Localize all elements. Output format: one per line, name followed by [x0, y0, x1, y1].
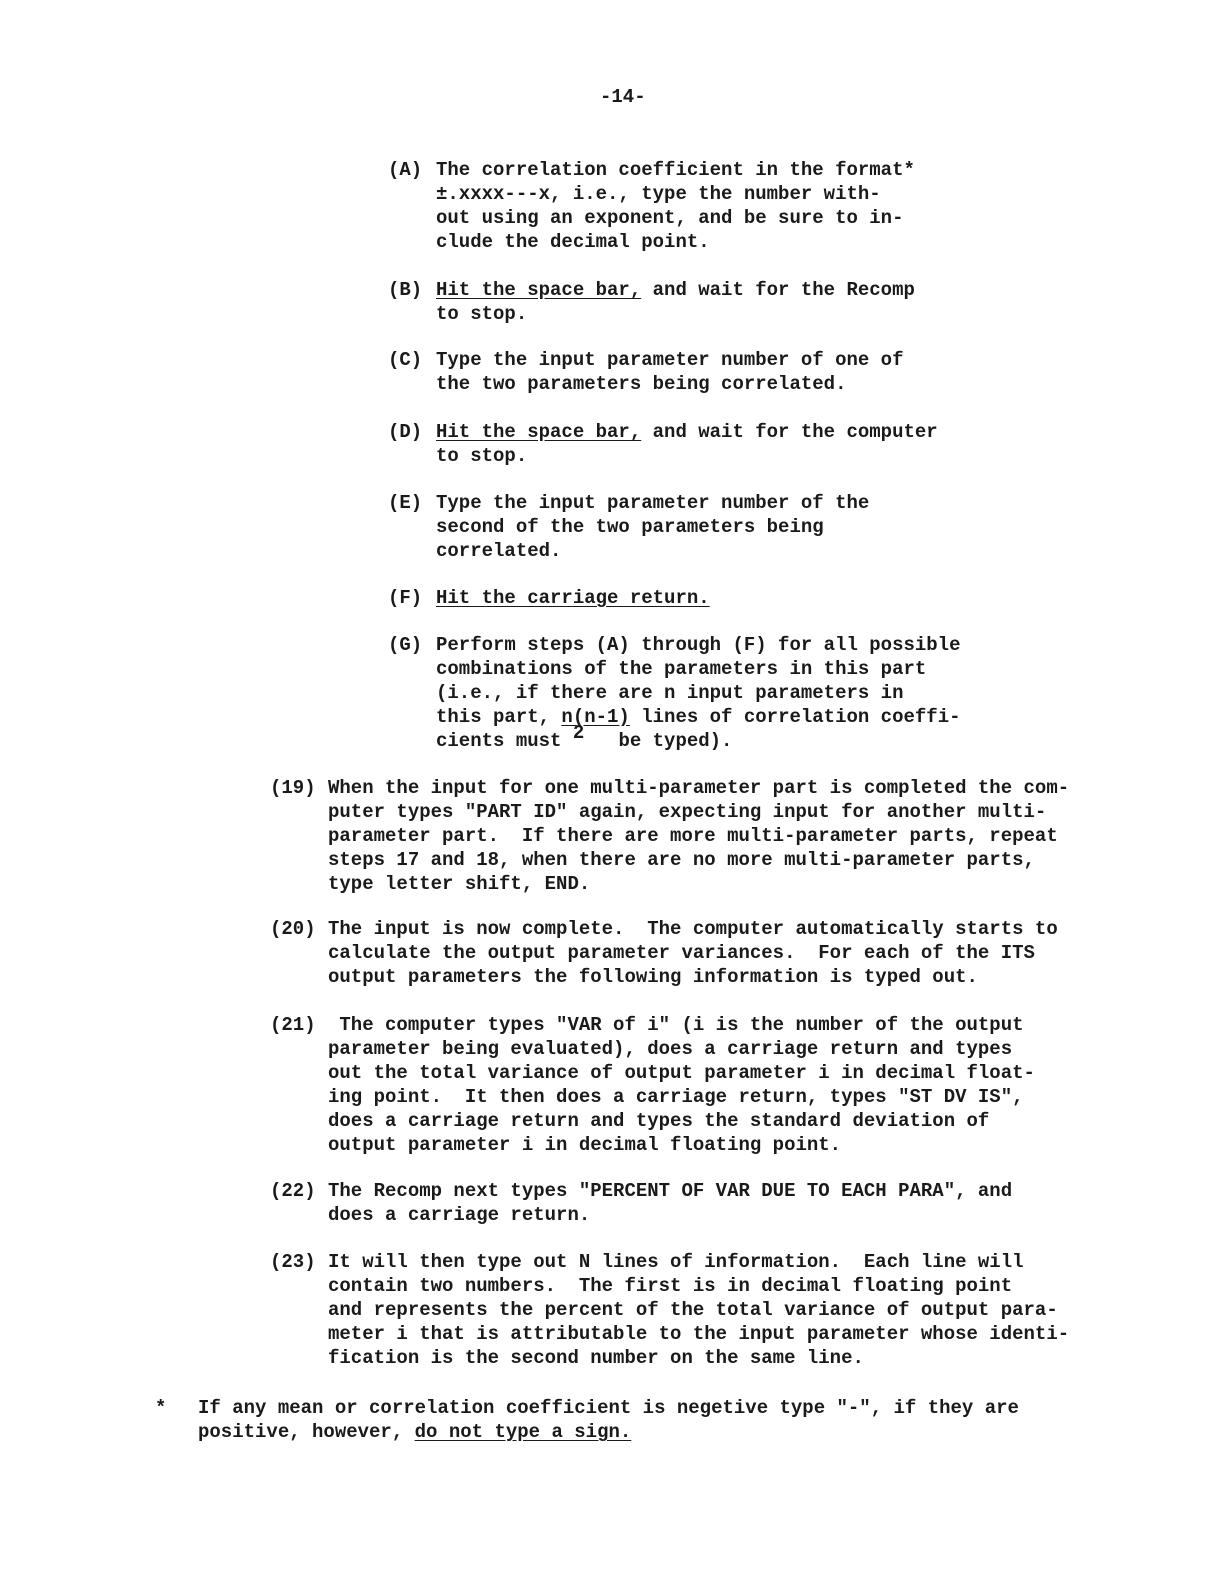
step-text-line: ±.xxxx---x, i.e., type the number with-: [436, 183, 881, 205]
step-text-line: The computer types "VAR of i" (i is the number of the output: [328, 1014, 1024, 1036]
step-label: (F): [388, 587, 423, 609]
step-19: [270, 776, 1069, 896]
step-text-line: the two parameters being correlated.: [436, 373, 847, 395]
step-text-line: clude the decimal point.: [436, 231, 710, 253]
step-f: [388, 586, 710, 610]
step-c: [388, 348, 903, 396]
step-text-line: second of the two parameters being: [436, 516, 824, 538]
step-20: [270, 917, 1058, 989]
underlined-instruction: Hit the carriage return.: [436, 587, 710, 609]
step-text-line: does a carriage return.: [328, 1204, 591, 1226]
step-23: [270, 1250, 1069, 1370]
step-text-line: parameter part. If there are more multi-parameter parts, repeat: [328, 825, 1058, 847]
step-22: [270, 1179, 1012, 1227]
step-e: [388, 491, 869, 563]
step-label: (G): [388, 634, 423, 656]
step-label: (A): [388, 159, 423, 181]
step-g: [388, 633, 961, 753]
step-text-line: Perform steps (A) through (F) for all possible: [436, 634, 961, 656]
step-text-line: and represents the percent of the total variance of output para-: [328, 1299, 1058, 1321]
step-label: (E): [388, 492, 423, 514]
step-label: (20): [270, 918, 316, 940]
footnote-marker: *: [155, 1397, 167, 1419]
step-text-line: correlated.: [436, 540, 562, 562]
step-text-line: meter i that is attributable to the input parameter whose identi-: [328, 1323, 1070, 1345]
step-text-line: Type the input parameter number of one of: [436, 349, 904, 371]
step-a: [388, 158, 915, 254]
step-text-line: out using an exponent, and be sure to in-: [436, 207, 904, 229]
step-label: (21): [270, 1014, 316, 1036]
step-label: (23): [270, 1251, 316, 1273]
text-segment: this part,: [436, 706, 562, 728]
fraction-denominator: 2: [572, 722, 585, 744]
step-d: [388, 420, 938, 468]
step-text-line: does a carriage return and types the standard deviation of: [328, 1110, 990, 1132]
fraction-numerator: n(n-1): [561, 706, 630, 728]
step-text-line: ing point. It then does a carriage return, types "ST DV IS",: [328, 1086, 1024, 1108]
step-label: (B): [388, 279, 423, 301]
step-b: [388, 278, 915, 326]
step-text-line: When the input for one multi-parameter part is completed the com-: [328, 777, 1070, 799]
text-segment: positive, however,: [198, 1421, 415, 1443]
underlined-instruction: Hit the space bar,: [436, 421, 642, 443]
step-text-line: The input is now complete. The computer automatically starts to: [328, 918, 1058, 940]
step-text-line: contain two numbers. The first is in decimal floating point: [328, 1275, 1013, 1297]
page-number: -14-: [600, 86, 646, 108]
step-text-line: out the total variance of output parameter i in decimal float-: [328, 1062, 1035, 1084]
step-label: (D): [388, 421, 423, 443]
step-label: (22): [270, 1180, 316, 1202]
footnote-text-line: If any mean or correlation coefficient is negetive type "-", if they are: [198, 1397, 1019, 1419]
step-text-line: [436, 722, 961, 753]
underlined-instruction: Hit the space bar,: [436, 279, 642, 301]
step-text-line: It will then type out N lines of information. Each line will: [328, 1251, 1024, 1273]
step-text-line: puter types "PART ID" again, expecting input for another multi-: [328, 801, 1047, 823]
step-text-line: fication is the second number on the same line.: [328, 1347, 864, 1369]
step-text-line: calculate the output parameter variances. For each of the ITS: [328, 942, 1035, 964]
step-text-line: to stop.: [436, 445, 528, 467]
step-text-line: [436, 705, 961, 729]
step-text-line: type letter shift, END.: [328, 873, 591, 895]
underlined-instruction: do not type a sign.: [414, 1421, 632, 1443]
text-segment: lines of correlation coeffi-: [629, 706, 961, 728]
step-text-line: [436, 278, 915, 302]
instruction-rest: and wait for the computer: [641, 421, 938, 443]
step-text-line: combinations of the parameters in this part: [436, 658, 927, 680]
step-text-line: The Recomp next types "PERCENT OF VAR DUE TO EACH PARA", and: [328, 1180, 1013, 1202]
step-text-line: [436, 586, 710, 610]
step-text-line: [436, 420, 938, 444]
step-text-line: steps 17 and 18, when there are no more multi-parameter parts,: [328, 849, 1035, 871]
step-label: (19): [270, 777, 316, 799]
step-label: (C): [388, 349, 423, 371]
step-text-line: The correlation coefficient in the format*: [436, 159, 915, 181]
text-segment: cients must: [436, 730, 573, 752]
step-text-line: output parameter i in decimal floating point.: [328, 1134, 842, 1156]
step-text-line: output parameters the following information is typed out.: [328, 966, 978, 988]
step-21: [270, 1013, 1035, 1157]
footnote-text-line: [198, 1420, 1019, 1444]
text-segment: be typed).: [584, 730, 733, 752]
step-text-line: Type the input parameter number of the: [436, 492, 870, 514]
instruction-rest: and wait for the Recomp: [641, 279, 915, 301]
step-text-line: to stop.: [436, 303, 528, 325]
step-text-line: (i.e., if there are n input parameters in: [436, 682, 904, 704]
step-text-line: parameter being evaluated), does a carriage return and types: [328, 1038, 1013, 1060]
footnote: [155, 1396, 1019, 1444]
